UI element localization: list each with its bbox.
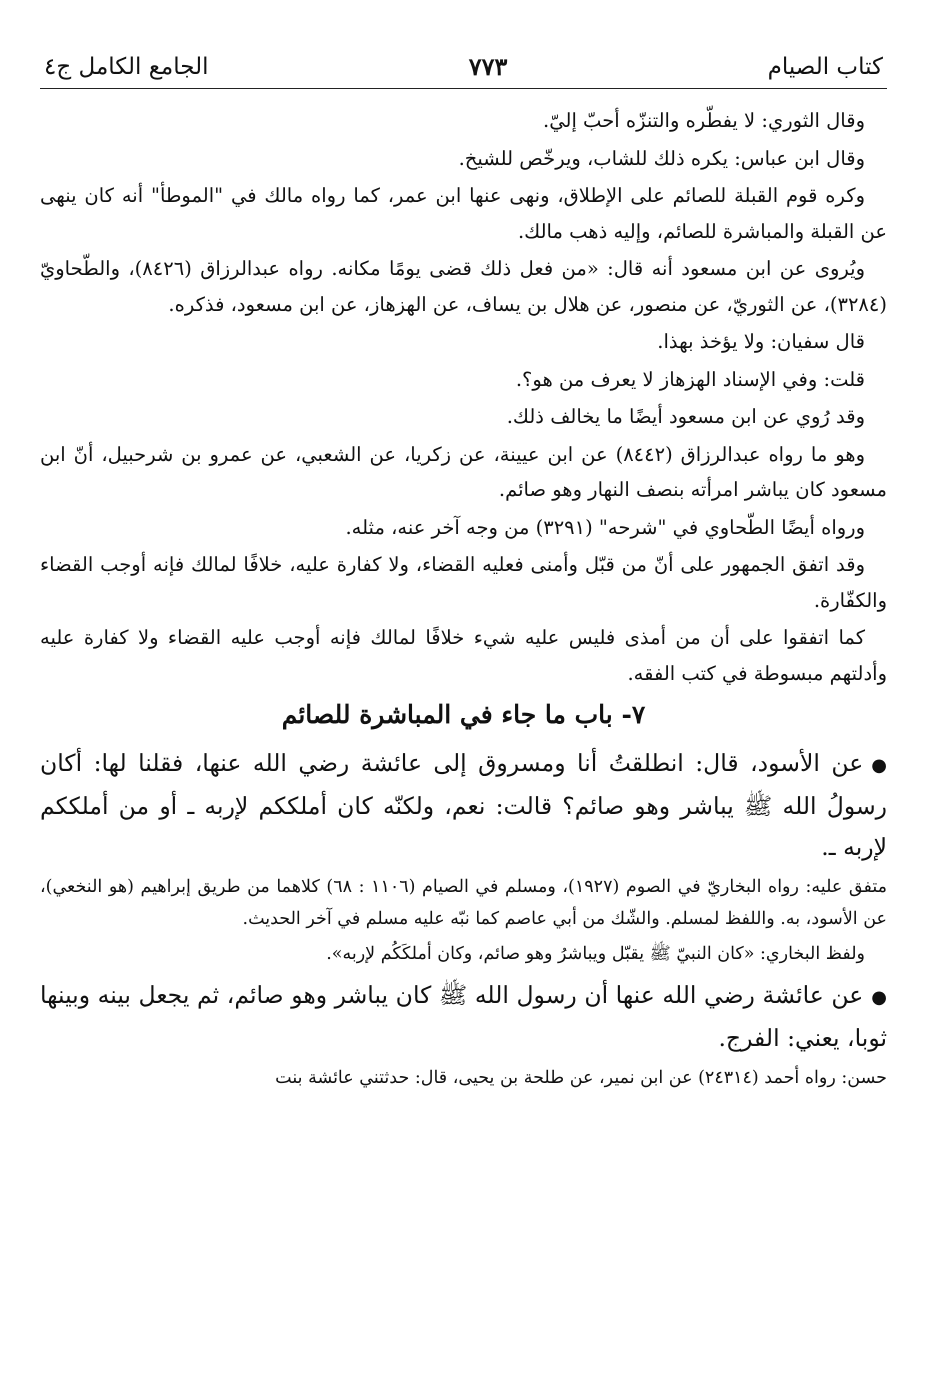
running-head-book-title: كتاب الصيام (767, 54, 883, 80)
paragraph: وقال ابن عباس: يكره ذلك للشاب، ويرخّص للشيخ. (458, 146, 865, 170)
takhrij-note: حسن: رواه أحمد (٢٤٣١٤) عن ابن نمير، عن طلحة بن يحيى، قال: حدثتني عائشة بنت (275, 1067, 887, 1088)
page-number: ٧٧٣ (468, 52, 508, 81)
takhrij-note: متفق عليه: رواه البخاريّ في الصوم (١٩٢٧)، ومسلم في الصيام (١١٠٦ : ٦٨) كلاهما من طريق إبراهيم (هو النخعي)، عن الأسود، به. واللفظ لمسلم. والشّك من أبي عاصم كما نبّه عليه مسلم في آخر الحديث. (40, 877, 887, 929)
bullet-icon: ● (871, 755, 887, 776)
chapter-heading: ٧- باب ما جاء في المباشرة للصائم (281, 700, 646, 729)
paragraph: وهو ما رواه عبدالرزاق (٨٤٤٢) عن ابن عيينة، عن زكريا، عن الشعبي، عن عمرو بن شرحبيل، أنّ ابن مسعود كان يباشر امرأته بنصف النهار وهو صائم. (40, 442, 887, 501)
bullet-icon: ● (871, 986, 887, 1008)
running-head-collection: الجامع الكامل ج٤ (44, 54, 209, 80)
paragraph: قال سفيان: ولا يؤخذ بهذا. (657, 330, 865, 353)
hadith-body: عن عائشة رضي الله عنها أن رسول الله ﷺ كان يباشر وهو صائم، ثم يجعل بينه وبينها ثوبا، يعني: الفرج. (40, 980, 887, 1052)
hadith-text (40, 975, 887, 1059)
paragraph: ويُروى عن ابن مسعود أنه قال: «من فعل ذلك قضى يومًا مكانه. رواه عبدالرزاق (٨٤٢٦)، والطّحاويّ (٣٢٨٤)، عن الثوريّ، عن منصور، عن هلال بن يساف، عن الهزهاز، عن ابن مسعود، فذكره. (40, 257, 887, 316)
paragraph: كما اتفقوا على أن من أمذى فليس عليه شيء خلافًا لمالك فإنه أوجب عليه القضاء ولا كفارة عليه وأدلتهم مبسوطة في كتب الفقه. (40, 626, 887, 685)
hadith-text (40, 743, 887, 868)
paragraph: ورواه أيضًا الطّحاوي في "شرحه" (٣٢٩١) من وجه آخر عنه، مثله. (345, 515, 865, 539)
paragraph: وقد اتفق الجمهور على أنّ من قبّل وأمنى فعليه القضاء، ولا كفارة عليه، خلافًا لمالك فإنه أوجب القضاء والكفّارة. (40, 553, 887, 612)
paragraph: وقال الثوري: لا يفطّره والتنزّه أحبّ إليّ. (543, 109, 865, 132)
page-body (40, 89, 887, 1094)
takhrij-note: ولفظ البخاري: «كان النبيّ ﷺ يقبّل ويباشرُ وهو صائم، وكان أملكَكُم لإربه». (326, 944, 865, 964)
page-header (40, 52, 887, 89)
paragraph: قلت: وفي الإسناد الهزهاز لا يعرف من هو؟. (515, 367, 865, 391)
hadith-body: عن الأسود، قال: انطلقتُ أنا ومسروق إلى عائشة رضي الله عنها، فقلنا لها: أكان رسولُ الله ﷺ يباشر وهو صائم؟ قالت: نعم، ولكنّه كان أملككم لإربه ـ أو من أملككم لإربه ـ. (40, 749, 887, 861)
paragraph: وكره قوم القبلة للصائم على الإطلاق، ونهى عنها ابن عمر، كما رواه مالك في "الموطأ" أنه كان ينهى عن القبلة والمباشرة للصائم، وإليه ذهب مالك. (40, 184, 887, 243)
paragraph: وقد رُوي عن ابن مسعود أيضًا ما يخالف ذلك. (506, 405, 865, 428)
